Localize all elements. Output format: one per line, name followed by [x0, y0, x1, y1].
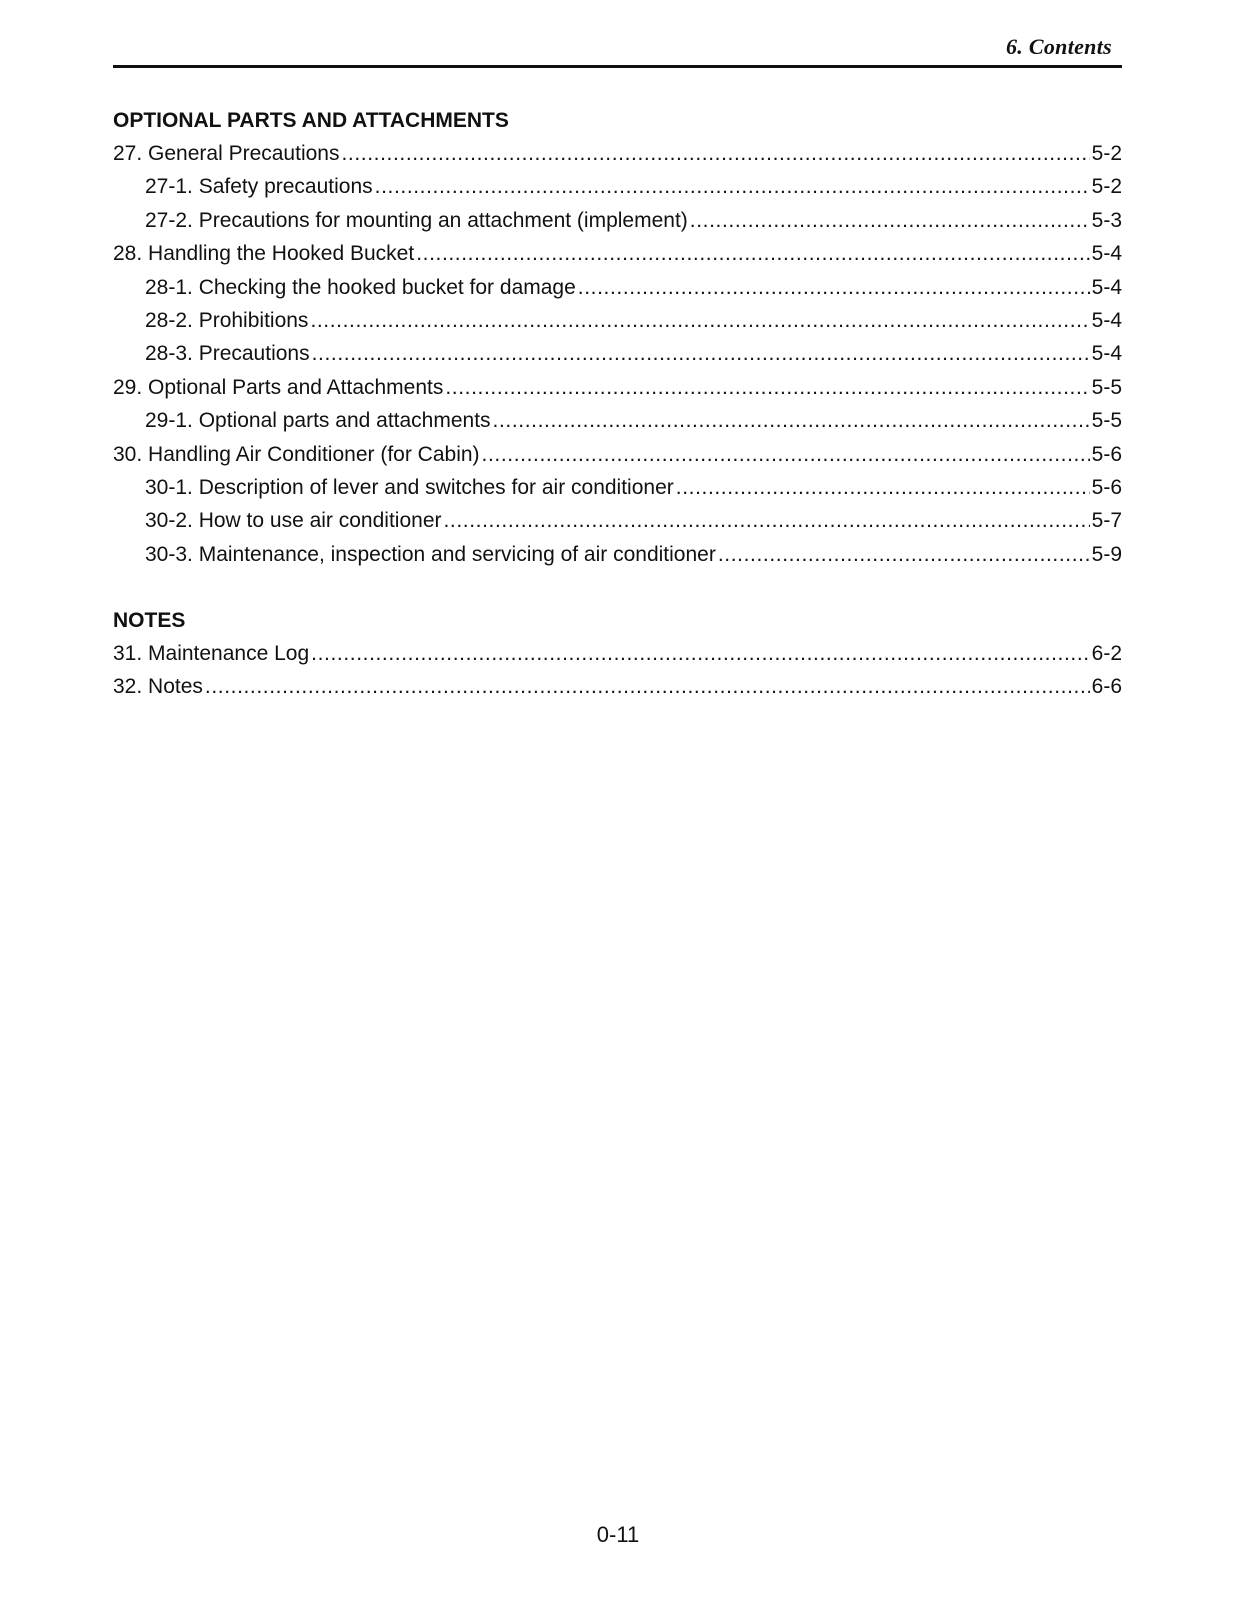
dot-leader: [445, 371, 1089, 404]
dot-leader: [416, 237, 1089, 270]
toc-entry-page: 5-7: [1091, 509, 1122, 533]
toc-entry-page: 5-5: [1091, 375, 1122, 399]
header-rule: [113, 65, 1122, 68]
table-of-contents: [113, 104, 1122, 704]
toc-entry[interactable]: [113, 438, 1122, 471]
toc-entry-page: 5-5: [1091, 409, 1122, 433]
toc-entry[interactable]: [113, 637, 1122, 670]
header-title: 6. Contents: [1006, 34, 1112, 59]
toc-entry[interactable]: [113, 538, 1122, 571]
toc-entry-page: 5-4: [1091, 342, 1122, 366]
toc-entry[interactable]: [113, 471, 1122, 504]
toc-entry-page: 5-4: [1091, 242, 1122, 266]
toc-entry[interactable]: [113, 304, 1122, 337]
toc-entry[interactable]: [113, 670, 1122, 703]
section-heading-optional-parts: OPTIONAL PARTS AND ATTACHMENTS: [113, 109, 509, 132]
dot-leader: [676, 471, 1090, 504]
toc-entry-label: 28. Handling the Hooked Bucket: [113, 242, 415, 266]
section-spacer: [113, 571, 1122, 604]
toc-entry[interactable]: [113, 271, 1122, 304]
toc-entry[interactable]: [113, 504, 1122, 537]
toc-entry[interactable]: [113, 371, 1122, 404]
dot-leader: [493, 404, 1090, 437]
toc-entry-label: 30-2. How to use air conditioner: [145, 509, 442, 533]
section-heading-notes: NOTES: [113, 609, 186, 633]
toc-entry-page: 5-2: [1091, 175, 1122, 199]
toc-entry-label: 29. Optional Parts and Attachments: [113, 375, 444, 399]
toc-entry[interactable]: [113, 237, 1122, 270]
toc-entry-label: 32. Notes: [113, 675, 203, 699]
toc-entry[interactable]: [113, 404, 1122, 437]
toc-entry-label: 28-3. Precautions: [145, 342, 310, 366]
dot-leader: [690, 204, 1090, 237]
page-number: 0-11: [596, 1522, 640, 1547]
dot-leader: [375, 170, 1090, 203]
dot-leader: [444, 504, 1090, 537]
dot-leader: [312, 337, 1090, 370]
toc-entry-page: 5-3: [1091, 208, 1122, 232]
toc-entry[interactable]: [113, 337, 1122, 370]
toc-entry-label: 30-1. Description of lever and switches for air conditioner: [145, 475, 674, 499]
toc-entry-label: 27. General Precautions: [113, 142, 340, 165]
toc-entry-label: 28-2. Prohibitions: [145, 308, 309, 332]
toc-entry-page: 6-2: [1091, 642, 1122, 666]
toc-entry-page: 5-9: [1091, 542, 1122, 566]
toc-entry-page: 5-4: [1091, 308, 1122, 332]
toc-entry-page: 6-6: [1091, 675, 1122, 699]
toc-entry-page: 5-4: [1091, 275, 1122, 299]
dot-leader: [718, 538, 1090, 571]
toc-entry-label: 30. Handling Air Conditioner (for Cabin): [113, 442, 480, 466]
toc-entry-page: 5-6: [1091, 475, 1122, 499]
toc-entry-label: 29-1. Optional parts and attachments: [145, 409, 491, 433]
toc-entry-label: 28-1. Checking the hooked bucket for damage: [145, 275, 576, 299]
toc-entry-page: 5-2: [1091, 142, 1122, 165]
toc-entry[interactable]: [113, 137, 1122, 170]
toc-entry-label: 27-1. Safety precautions: [145, 175, 373, 199]
toc-entry-label: 30-3. Maintenance, inspection and servicing of air conditioner: [145, 542, 716, 566]
toc-entry[interactable]: [113, 204, 1122, 237]
dot-leader: [205, 670, 1090, 703]
toc-entry-label: 27-2. Precautions for mounting an attachment (implement): [145, 208, 688, 232]
toc-entry-page: 5-6: [1091, 442, 1122, 466]
dot-leader: [310, 304, 1089, 337]
dot-leader: [311, 637, 1089, 670]
dot-leader: [578, 271, 1090, 304]
toc-entry-label: 31. Maintenance Log: [113, 642, 310, 666]
dot-leader: [482, 438, 1090, 471]
dot-leader: [341, 137, 1089, 170]
toc-entry[interactable]: [113, 170, 1122, 203]
